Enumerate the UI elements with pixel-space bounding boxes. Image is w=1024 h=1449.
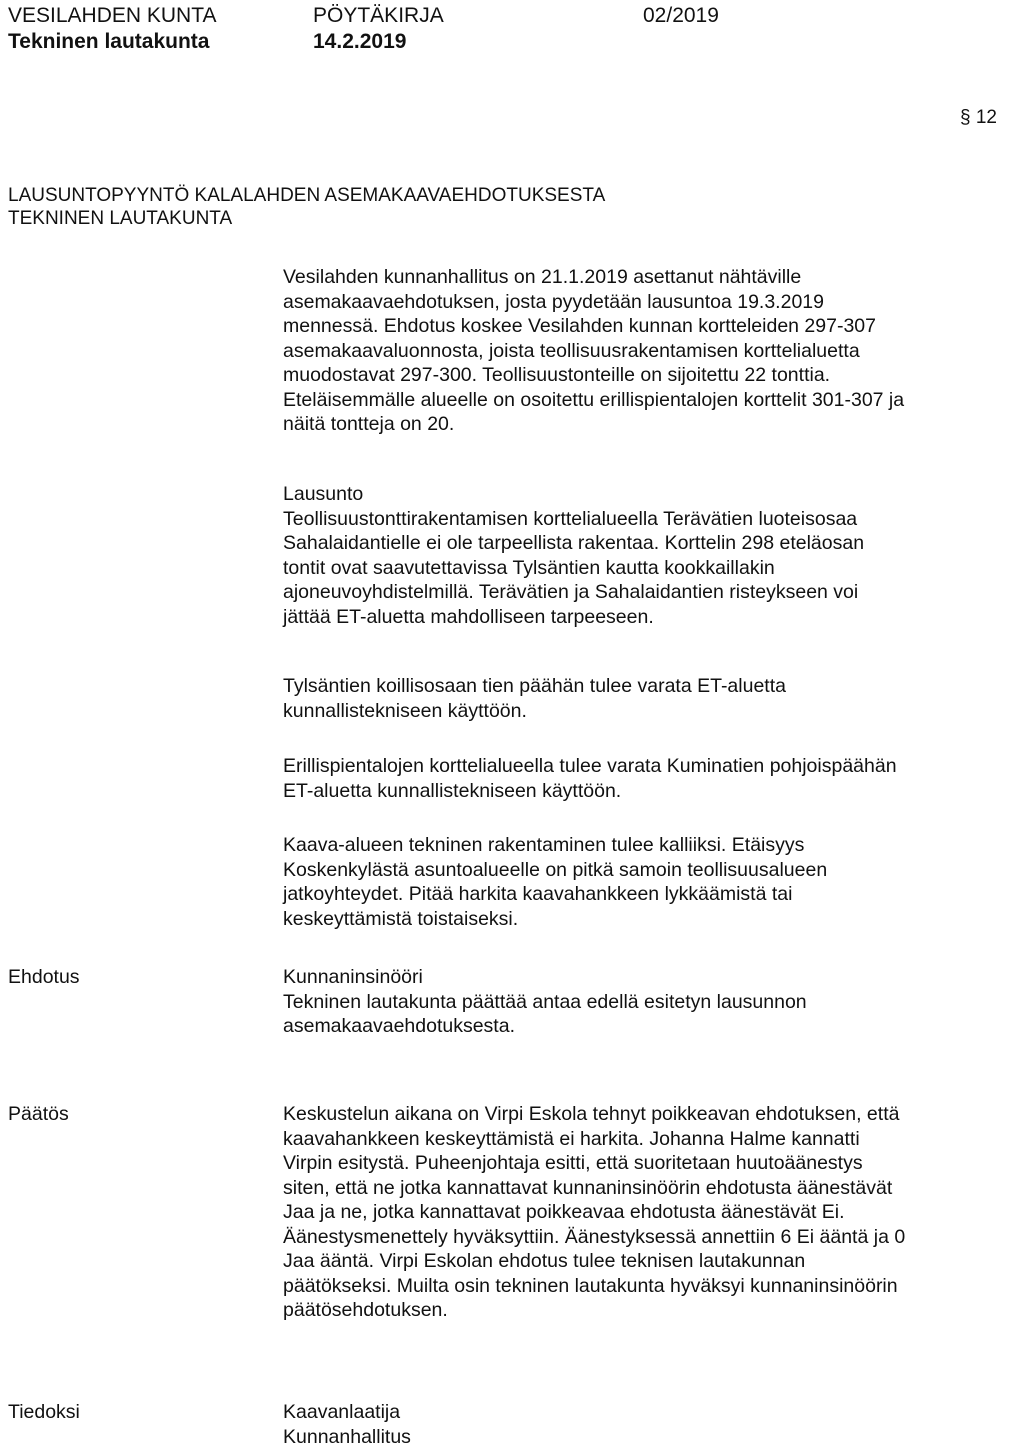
document-type: PÖYTÄKIRJA [313,4,444,28]
statement-paragraph-2 [283,674,1023,723]
proposal-label: Ehdotus [8,965,80,990]
page-title: LAUSUNTOPYYNTÖ KALALAHDEN ASEMAKAAVAEHDOTUKSESTA [8,185,605,207]
meeting-date: 14.2.2019 [313,30,406,54]
decision-line: päätösehdotuksen. [283,1298,1023,1323]
statement-line: kunnallistekniseen käyttöön. [283,699,1023,724]
board-name: Tekninen lautakunta [8,30,209,54]
board-subtitle: TEKNINEN LAUTAKUNTA [8,208,232,230]
decision-line: Jaa ääntä. Virpi Eskolan ehdotus tulee teknisen lautakunnan [283,1249,1023,1274]
decision-line: Keskustelun aikana on Virpi Eskola tehnyt poikkeavan ehdotuksen, että [283,1102,1023,1127]
intro-line: muodostavat 297-300. Teollisuustonteille on sijoitettu 22 tonttia. [283,363,1023,388]
statement-line: ET-aluetta kunnallistekniseen käyttöön. [283,779,1023,804]
decision-block [283,1102,1023,1323]
decision-line: Jaa ja ne, jotka kannattavat poikkeavaa ehdotusta äänestävät Ei. [283,1200,1023,1225]
proposal-line: Tekninen lautakunta päättää antaa edellä esitetyn lausunnon [283,990,1023,1015]
section-number: § 12 [960,107,997,129]
decision-line: Virpin esitystä. Puheenjohtaja esitti, että suoritetaan huutoäänestys [283,1151,1023,1176]
statement-heading: Lausunto [283,482,1023,507]
notifications-block [283,1400,1023,1449]
intro-line: mennessä. Ehdotus koskee Vesilahden kunnan kortteleiden 297-307 [283,314,1023,339]
intro-line: näitä tontteja on 20. [283,412,1023,437]
statement-line: Kaava-alueen tekninen rakentaminen tulee kalliiksi. Etäisyys [283,833,1023,858]
decision-line: siten, että ne jotka kannattavat kunnaninsinöörin ehdotusta äänestävät [283,1176,1023,1201]
notifications-label: Tiedoksi [8,1400,80,1425]
intro-line: asemakaavaehdotuksen, josta pyydetään lausuntoa 19.3.2019 [283,290,1023,315]
statement-line: Tylsäntien koillisosaan tien päähän tulee varata ET-aluetta [283,674,1023,699]
statement-line: ajoneuvoyhdistelmillä. Terävätien ja Sahalaidantien risteykseen voi [283,580,1023,605]
proposal-block [283,965,1023,1039]
statement-line: Erillispientalojen korttelialueella tulee varata Kuminatien pohjoispäähän [283,754,1023,779]
notification-recipient: Kaavanlaatija [283,1400,1023,1425]
statement-line: keskeyttämistä toistaiseksi. [283,907,1023,932]
statement-line: Teollisuustonttirakentamisen korttelialueella Terävätien luoteisosaa [283,507,1023,532]
decision-line: kaavahankkeen keskeyttämistä ei harkita. Johanna Halme kannatti [283,1127,1023,1152]
proposal-line: asemakaavaehdotuksesta. [283,1014,1023,1039]
intro-line: Vesilahden kunnanhallitus on 21.1.2019 asettanut nähtäville [283,265,1023,290]
proposal-line: Kunnaninsinööri [283,965,1023,990]
document-number: 02/2019 [643,4,719,28]
statement-line: Sahalaidantielle ei ole tarpeellista rakentaa. Korttelin 298 eteläosan [283,531,1023,556]
intro-line: asemakaavaluonnosta, joista teollisuusrakentamisen korttelialuetta [283,339,1023,364]
statement-block [283,482,1023,629]
decision-label: Päätös [8,1102,69,1127]
municipality-name: VESILAHDEN KUNTA [8,4,217,28]
statement-line: Koskenkylästä asuntoalueelle on pitkä samoin teollisuusalueen [283,858,1023,883]
statement-paragraph-3 [283,754,1023,803]
intro-paragraph [283,265,1023,437]
decision-line: Äänestysmenettely hyväksyttiin. Äänestyksessä annettiin 6 Ei ääntä ja 0 [283,1225,1023,1250]
statement-line: tontit ovat saavutettavissa Tylsäntien kautta kookkaillakin [283,556,1023,581]
decision-line: päätökseksi. Muilta osin tekninen lautakunta hyväksyi kunnaninsinöörin [283,1274,1023,1299]
notification-recipient: Kunnanhallitus [283,1425,1023,1449]
statement-line: jatkoyhteydet. Pitää harkita kaavahankkeen lykkäämistä tai [283,882,1023,907]
statement-line: jättää ET-aluetta mahdolliseen tarpeeseen. [283,605,1023,630]
statement-paragraph-4 [283,833,1023,931]
intro-line: Eteläisemmälle alueelle on osoitettu erillispientalojen korttelit 301-307 ja [283,388,1023,413]
